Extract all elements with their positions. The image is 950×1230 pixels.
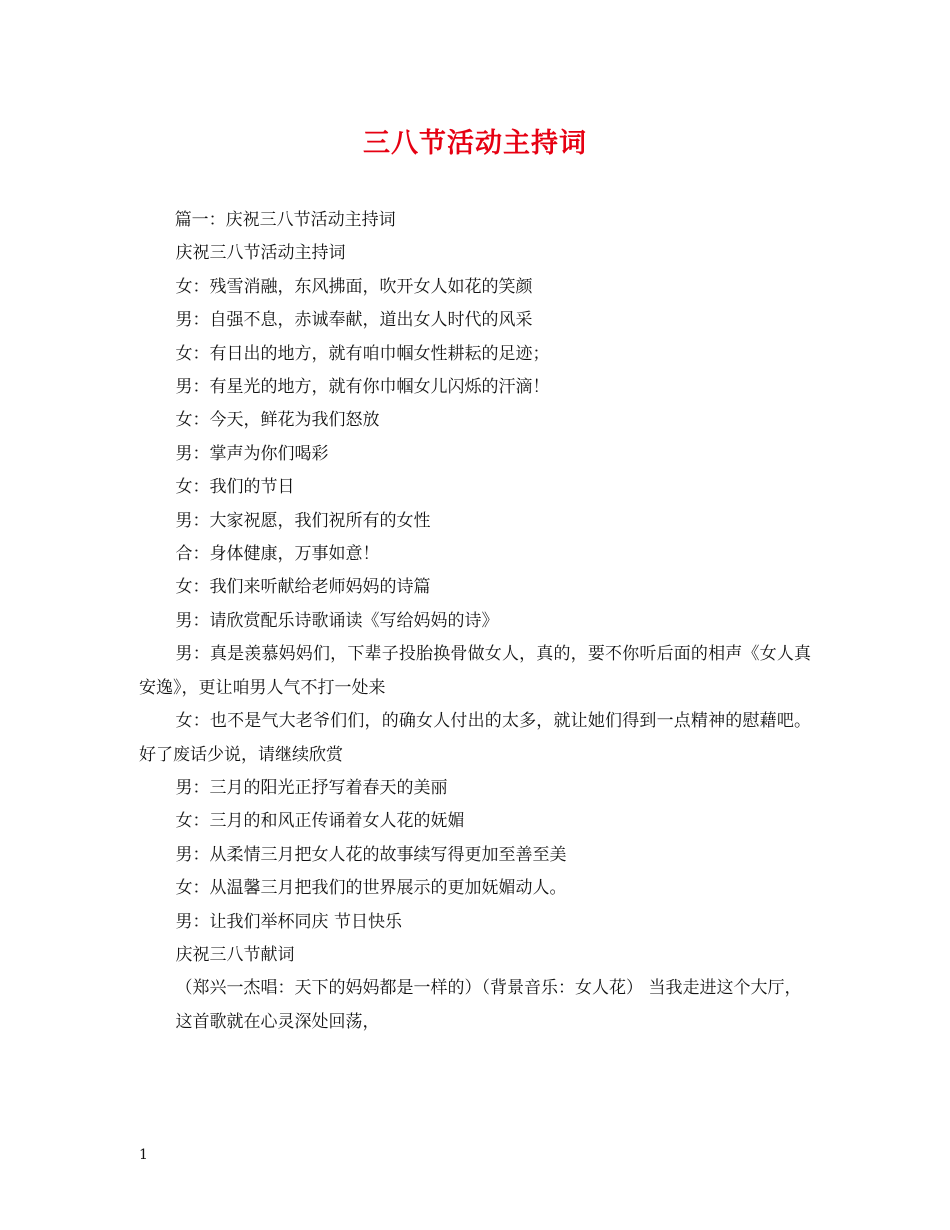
- paragraph: 女：我们的节日: [175, 477, 295, 498]
- paragraph: 男：大家祝愿，我们祝所有的女性: [175, 510, 431, 531]
- paragraph: 男：有星光的地方，就有你巾帼女儿闪烁的汗滴！: [175, 377, 550, 398]
- paragraph: 男：三月的阳光正抒写着春天的美丽: [175, 777, 448, 798]
- document-title: 三八节活动主持词: [363, 128, 587, 159]
- paragraph: 女：从温馨三月把我们的世界展示的更加妩媚动人。: [175, 878, 567, 899]
- paragraph: 这首歌就在心灵深处回荡，: [175, 1011, 380, 1032]
- paragraph: 庆祝三八节活动主持词: [175, 243, 346, 264]
- page-number: 1: [139, 1147, 148, 1163]
- paragraph: 篇一：庆祝三八节活动主持词: [174, 210, 396, 230]
- paragraph: 男：自强不息，赤诚奉献，道出女人时代的风采: [175, 310, 533, 331]
- paragraph: 男：让我们举杯同庆 节日快乐: [175, 911, 402, 932]
- paragraph: 男：从柔情三月把女人花的故事续写得更加至善至美: [175, 844, 567, 865]
- paragraph: 男：掌声为你们喝彩: [175, 443, 329, 464]
- paragraph: 庆祝三八节献词: [175, 944, 295, 965]
- paragraph: 女：残雪消融，东风拂面，吹开女人如花的笑颜: [175, 276, 533, 297]
- document-body: [139, 204, 811, 1039]
- paragraph: 女：有日出的地方，就有咱巾帼女性耕耘的足迹；: [175, 343, 550, 364]
- paragraph: （郑兴一杰唱：天下的妈妈都是一样的）（背景音乐：女人花） 当我走进这个大厅，: [175, 978, 802, 999]
- paragraph: 女：三月的和风正传诵着女人花的妩媚: [175, 811, 465, 832]
- paragraph: 女：我们来听献给老师妈妈的诗篇: [175, 577, 431, 598]
- paragraph: 男：请欣赏配乐诗歌诵读《写给妈妈的诗》: [175, 610, 499, 631]
- paragraph: 女：也不是气大老爷们们，的确女人付出的太多，就让她们得到一点精神的慰藉吧。好了废话少说，请继续欣赏: [139, 711, 811, 765]
- paragraph: 女：今天，鲜花为我们怒放: [175, 410, 380, 431]
- paragraph: 男：真是羡慕妈妈们，下辈子投胎换骨做女人，真的，要不你听后面的相声《女人真安逸》，更让咱男人气不打一处来: [139, 644, 811, 698]
- paragraph: 合：身体健康，万事如意！: [175, 544, 380, 565]
